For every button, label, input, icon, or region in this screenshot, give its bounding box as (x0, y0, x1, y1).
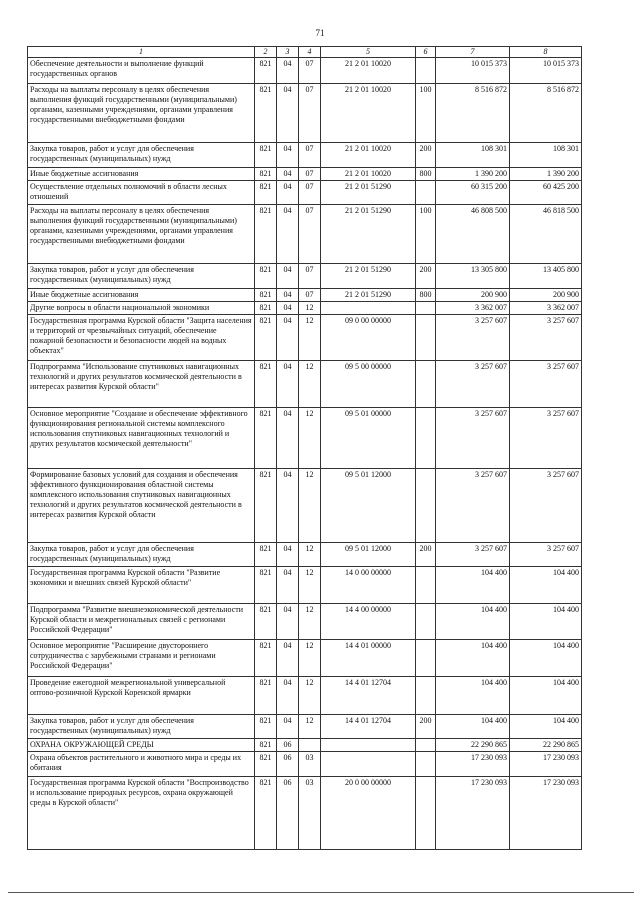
row-target-article: 21 2 01 51290 (321, 180, 416, 204)
row-ministry-code: 821 (255, 205, 277, 264)
table-row (28, 776, 582, 849)
row-section: 06 (277, 776, 299, 849)
row-amount-col8: 3 257 607 (510, 542, 582, 566)
row-target-article: 09 5 01 00000 (321, 407, 416, 468)
row-expense-type (416, 677, 436, 715)
row-target-article: 14 0 00 00000 (321, 567, 416, 604)
row-name: Другие вопросы в области национальной экономики (28, 301, 255, 314)
row-subsection: 12 (299, 714, 321, 738)
row-ministry-code: 821 (255, 567, 277, 604)
table-row (28, 542, 582, 566)
row-amount-col8: 104 400 (510, 603, 582, 640)
page-number: 71 (315, 28, 325, 38)
row-name: Осуществление отдельных полномочий в области лесных отношений (28, 180, 255, 204)
header-cell: 4 (299, 47, 321, 58)
row-ministry-code: 821 (255, 603, 277, 640)
header-cell: 8 (510, 47, 582, 58)
row-ministry-code: 821 (255, 84, 277, 143)
row-expense-type (416, 640, 436, 677)
row-amount-col7: 3 257 607 (436, 542, 510, 566)
row-amount-col8: 3 257 607 (510, 468, 582, 542)
row-ministry-code: 821 (255, 360, 277, 407)
row-target-article: 21 2 01 51290 (321, 288, 416, 301)
row-name: Расходы на выплаты персоналу в целях обеспечения выполнения функций государственными (муниципальными) органами, казенными учреждениями, органами управления государственными внебюджетными фондами (28, 205, 255, 264)
row-amount-col8: 13 405 800 (510, 264, 582, 288)
row-amount-col7: 200 900 (436, 288, 510, 301)
header-row (28, 47, 582, 58)
row-expense-type: 800 (416, 288, 436, 301)
row-expense-type (416, 603, 436, 640)
row-ministry-code: 821 (255, 752, 277, 776)
row-target-article (321, 752, 416, 776)
row-subsection: 03 (299, 776, 321, 849)
row-amount-col7: 104 400 (436, 677, 510, 715)
row-expense-type (416, 301, 436, 314)
row-ministry-code: 821 (255, 542, 277, 566)
row-section: 04 (277, 640, 299, 677)
row-name: Иные бюджетные ассигнования (28, 288, 255, 301)
row-target-article: 21 2 01 51290 (321, 264, 416, 288)
row-section: 04 (277, 542, 299, 566)
row-section: 04 (277, 264, 299, 288)
row-expense-type: 100 (416, 205, 436, 264)
row-name: Государственная программа Курской области "Развитие экономики и внешних связей Курской области" (28, 567, 255, 604)
row-section: 04 (277, 315, 299, 361)
row-name: Проведение ежегодной межрегиональной универсальной оптово-розничной Курской Коренской ярмарки (28, 677, 255, 715)
row-amount-col7: 60 315 200 (436, 180, 510, 204)
row-amount-col7: 3 257 607 (436, 407, 510, 468)
row-name: Государственная программа Курской области "Воспроизводство и использование природных ресурсов, охрана окружающей среды в Курской области" (28, 776, 255, 849)
row-subsection: 07 (299, 205, 321, 264)
header-cell: 3 (277, 47, 299, 58)
row-expense-type (416, 58, 436, 84)
row-ministry-code: 821 (255, 714, 277, 738)
row-amount-col7: 3 362 007 (436, 301, 510, 314)
row-subsection: 12 (299, 468, 321, 542)
row-amount-col8: 3 257 607 (510, 407, 582, 468)
row-section: 04 (277, 143, 299, 167)
row-subsection: 07 (299, 143, 321, 167)
row-amount-col8: 108 301 (510, 143, 582, 167)
row-expense-type (416, 752, 436, 776)
table-row (28, 752, 582, 776)
row-section: 04 (277, 360, 299, 407)
table-row (28, 301, 582, 314)
row-amount-col7: 46 808 500 (436, 205, 510, 264)
table-row (28, 360, 582, 407)
row-subsection: 07 (299, 264, 321, 288)
row-amount-col8: 104 400 (510, 677, 582, 715)
row-name: Основное мероприятие "Расширение двустороннего сотрудничества с зарубежными странами и регионами Российской Федерации" (28, 640, 255, 677)
table-row (28, 714, 582, 738)
header-cell: 1 (28, 47, 255, 58)
row-name: Подпрограмма "Развитие внешнеэкономической деятельности Курской области и межрегиональных связей с регионами Российской Федерации" (28, 603, 255, 640)
row-amount-col7: 13 305 800 (436, 264, 510, 288)
row-section: 04 (277, 301, 299, 314)
budget-table (27, 46, 582, 850)
row-subsection: 12 (299, 567, 321, 604)
row-section: 04 (277, 677, 299, 715)
row-ministry-code: 821 (255, 58, 277, 84)
table-row (28, 180, 582, 204)
table-row (28, 739, 582, 752)
row-amount-col8: 22 290 865 (510, 739, 582, 752)
row-name: Закупка товаров, работ и услуг для обеспечения государственных (муниципальных) нужд (28, 143, 255, 167)
row-name: Закупка товаров, работ и услуг для обеспечения государственных (муниципальных) нужд (28, 542, 255, 566)
header-cell: 2 (255, 47, 277, 58)
row-target-article: 21 2 01 51290 (321, 205, 416, 264)
row-name: Основное мероприятие "Создание и обеспечение эффективного функционирования региональной системы комплексного использования спутниковых навигационных технологий и других результатов космической деятельности" (28, 407, 255, 468)
row-section: 04 (277, 603, 299, 640)
row-name: Обеспечение деятельности и выполнение функций государственных органов (28, 58, 255, 84)
row-name: Подпрограмма "Использование спутниковых навигационных технологий и других результатов космической деятельности в интересах развития Курской области" (28, 360, 255, 407)
row-target-article: 14 4 01 12704 (321, 677, 416, 715)
row-subsection: 07 (299, 58, 321, 84)
row-name: Закупка товаров, работ и услуг для обеспечения государственных (муниципальных) нужд (28, 714, 255, 738)
header-cell: 7 (436, 47, 510, 58)
header-cell: 6 (416, 47, 436, 58)
row-section: 04 (277, 288, 299, 301)
row-subsection: 12 (299, 640, 321, 677)
page-bottom-rule (8, 892, 634, 893)
row-amount-col7: 3 257 607 (436, 315, 510, 361)
row-amount-col8: 3 257 607 (510, 360, 582, 407)
row-expense-type (416, 567, 436, 604)
row-amount-col7: 8 516 872 (436, 84, 510, 143)
row-ministry-code: 821 (255, 677, 277, 715)
row-amount-col7: 22 290 865 (436, 739, 510, 752)
table-row (28, 468, 582, 542)
row-target-article: 21 2 01 10020 (321, 167, 416, 180)
row-section: 06 (277, 752, 299, 776)
row-target-article: 09 5 01 12000 (321, 542, 416, 566)
row-amount-col7: 108 301 (436, 143, 510, 167)
row-amount-col8: 1 390 200 (510, 167, 582, 180)
row-ministry-code: 821 (255, 301, 277, 314)
row-expense-type: 200 (416, 542, 436, 566)
row-amount-col8: 104 400 (510, 567, 582, 604)
row-subsection: 12 (299, 315, 321, 361)
table-row (28, 677, 582, 715)
row-amount-col7: 3 257 607 (436, 468, 510, 542)
row-expense-type (416, 468, 436, 542)
row-target-article: 21 2 01 10020 (321, 58, 416, 84)
row-amount-col7: 104 400 (436, 603, 510, 640)
row-amount-col7: 1 390 200 (436, 167, 510, 180)
row-ministry-code: 821 (255, 315, 277, 361)
table-row (28, 167, 582, 180)
row-ministry-code: 821 (255, 640, 277, 677)
row-name: Расходы на выплаты персоналу в целях обеспечения выполнения функций государственными (муниципальными) органами, казенными учреждениями, органами управления государственными внебюджетными фондами (28, 84, 255, 143)
row-subsection: 12 (299, 542, 321, 566)
row-subsection: 12 (299, 407, 321, 468)
table-row (28, 603, 582, 640)
row-expense-type: 200 (416, 264, 436, 288)
row-amount-col8: 104 400 (510, 640, 582, 677)
table-row (28, 143, 582, 167)
row-subsection: 07 (299, 84, 321, 143)
row-ministry-code: 821 (255, 143, 277, 167)
row-subsection: 03 (299, 752, 321, 776)
row-amount-col8: 60 425 200 (510, 180, 582, 204)
row-amount-col8: 8 516 872 (510, 84, 582, 143)
row-section: 06 (277, 739, 299, 752)
row-expense-type (416, 739, 436, 752)
row-expense-type: 200 (416, 143, 436, 167)
table-row (28, 205, 582, 264)
row-ministry-code: 821 (255, 167, 277, 180)
table-row (28, 315, 582, 361)
row-section: 04 (277, 180, 299, 204)
row-amount-col7: 17 230 093 (436, 752, 510, 776)
row-amount-col7: 104 400 (436, 567, 510, 604)
row-subsection: 12 (299, 301, 321, 314)
row-section: 04 (277, 468, 299, 542)
row-expense-type (416, 776, 436, 849)
header-cell: 5 (321, 47, 416, 58)
row-ministry-code: 821 (255, 776, 277, 849)
row-expense-type: 100 (416, 84, 436, 143)
row-amount-col8: 200 900 (510, 288, 582, 301)
row-amount-col7: 17 230 093 (436, 776, 510, 849)
row-name: Иные бюджетные ассигнования (28, 167, 255, 180)
row-expense-type (416, 180, 436, 204)
row-amount-col8: 3 362 007 (510, 301, 582, 314)
row-ministry-code: 821 (255, 407, 277, 468)
row-subsection (299, 739, 321, 752)
row-subsection: 12 (299, 360, 321, 407)
row-section: 04 (277, 167, 299, 180)
table-row (28, 58, 582, 84)
row-name: ОХРАНА ОКРУЖАЮЩЕЙ СРЕДЫ (28, 739, 255, 752)
row-section: 04 (277, 58, 299, 84)
row-target-article: 21 2 01 10020 (321, 143, 416, 167)
row-expense-type (416, 360, 436, 407)
row-name: Государственная программа Курской области "Защита населения и территорий от чрезвычайных ситуаций, обеспечение пожарной безопасности и безопасности людей на водных объектах" (28, 315, 255, 361)
row-section: 04 (277, 205, 299, 264)
row-subsection: 07 (299, 167, 321, 180)
row-amount-col8: 10 015 373 (510, 58, 582, 84)
row-subsection: 07 (299, 180, 321, 204)
row-target-article (321, 301, 416, 314)
row-target-article: 09 0 00 00000 (321, 315, 416, 361)
row-target-article: 21 2 01 10020 (321, 84, 416, 143)
row-target-article (321, 739, 416, 752)
table-row (28, 264, 582, 288)
row-section: 04 (277, 714, 299, 738)
row-ministry-code: 821 (255, 288, 277, 301)
table-row (28, 640, 582, 677)
row-expense-type (416, 407, 436, 468)
row-amount-col7: 10 015 373 (436, 58, 510, 84)
row-target-article: 20 0 00 00000 (321, 776, 416, 849)
row-amount-col7: 104 400 (436, 714, 510, 738)
row-ministry-code: 821 (255, 739, 277, 752)
row-name: Формирование базовых условий для создания и обеспечения эффективного функционирования областной системы комплексного использования спутниковых навигационных технологий и других результатов космической деятельности в интересах развития Курской области (28, 468, 255, 542)
row-section: 04 (277, 84, 299, 143)
row-ministry-code: 821 (255, 468, 277, 542)
table-row (28, 567, 582, 604)
row-subsection: 12 (299, 677, 321, 715)
row-target-article: 09 5 00 00000 (321, 360, 416, 407)
row-ministry-code: 821 (255, 264, 277, 288)
table-row (28, 288, 582, 301)
row-section: 04 (277, 567, 299, 604)
row-name: Охрана объектов растительного и животного мира и среды их обитания (28, 752, 255, 776)
row-subsection: 07 (299, 288, 321, 301)
row-amount-col8: 104 400 (510, 714, 582, 738)
row-ministry-code: 821 (255, 180, 277, 204)
row-expense-type: 800 (416, 167, 436, 180)
row-target-article: 14 4 01 12704 (321, 714, 416, 738)
row-amount-col8: 3 257 607 (510, 315, 582, 361)
row-target-article: 14 4 01 00000 (321, 640, 416, 677)
row-expense-type (416, 315, 436, 361)
row-amount-col7: 3 257 607 (436, 360, 510, 407)
row-target-article: 09 5 01 12000 (321, 468, 416, 542)
row-amount-col8: 17 230 093 (510, 776, 582, 849)
table-row (28, 407, 582, 468)
row-section: 04 (277, 407, 299, 468)
row-target-article: 14 4 00 00000 (321, 603, 416, 640)
row-subsection: 12 (299, 603, 321, 640)
table-row (28, 84, 582, 143)
row-amount-col7: 104 400 (436, 640, 510, 677)
row-amount-col8: 17 230 093 (510, 752, 582, 776)
row-name: Закупка товаров, работ и услуг для обеспечения государственных (муниципальных) нужд (28, 264, 255, 288)
row-amount-col8: 46 818 500 (510, 205, 582, 264)
row-expense-type: 200 (416, 714, 436, 738)
